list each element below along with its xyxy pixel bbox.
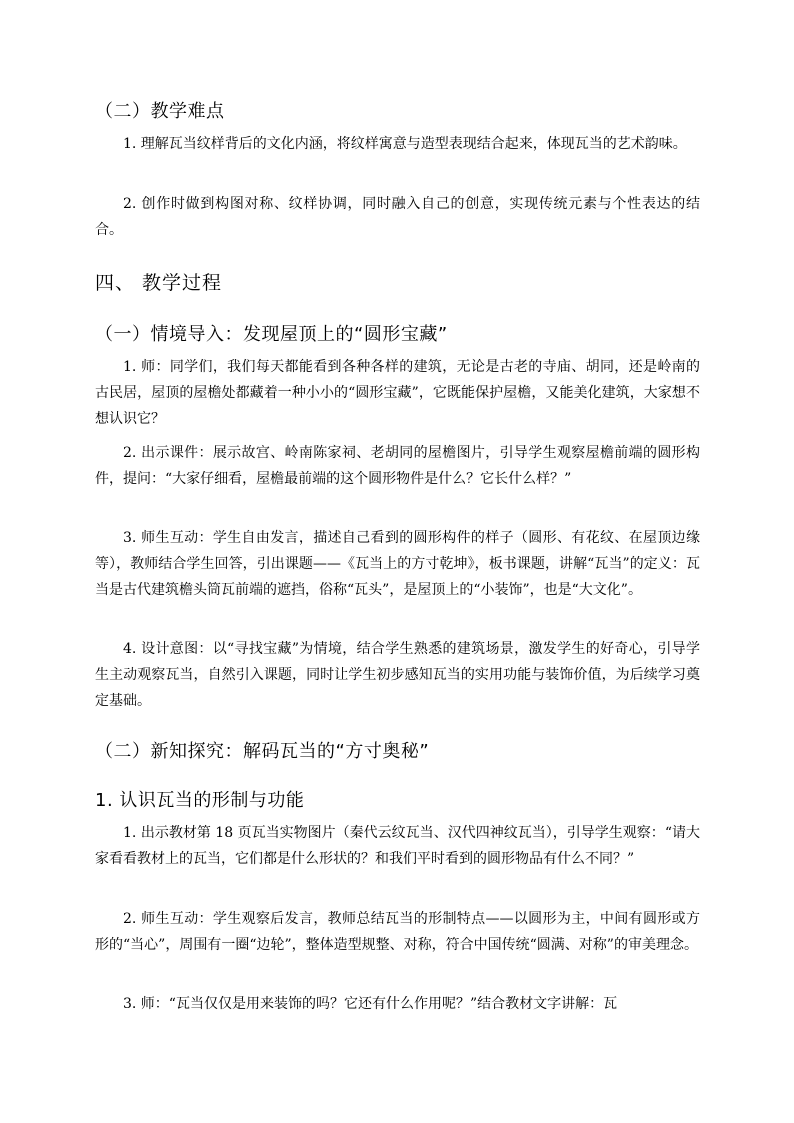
intro-item-3: 3. 师生互动：学生自由发言，描述自己看到的圆形构件的样子（圆形、有花纹、在屋顶边缘等），教师结合学生回答，引出课题——《瓦当上的方寸乾坤》，板书课题，讲解“瓦当”的定义：瓦当是古代建筑檐头筒瓦前端的遮挡，俗称“瓦头”，是屋顶上的“小装饰”，也是“大文化”。 — [95, 530, 700, 598]
heading-teaching-process: 四、 教学过程 — [95, 272, 223, 294]
explore-item-2: 2. 师生互动：学生观察后发言，教师总结瓦当的形制特点——以圆形为主，中间有圆形或方形的“当心”，周围有一圈“边轮”，整体造型规整、对称，符合中国传统“圆满、对称”的审美理念。 — [95, 911, 700, 953]
explore-item-1: 1. 出示教材第 18 页瓦当实物图片（秦代云纹瓦当、汉代四神纹瓦当），引导学生观察：“请大家看看教材上的瓦当，它们都是什么形状的？和我们平时看到的圆形物品有什么不同？” — [95, 825, 700, 867]
difficulty-item-1: 1. 理解瓦当纹样背后的文化内涵，将纹样寓意与造型表现结合起来，体现瓦当的艺术韵味。 — [123, 136, 687, 152]
difficulty-item-2: 2. 创作时做到构图对称、纹样协调，同时融入自己的创意，实现传统元素与个性表达的结合。 — [95, 196, 700, 238]
heading-teaching-difficulty: （二）教学难点 — [95, 101, 225, 122]
heading-intro: （一）情境导入：发现屋顶上的“圆形宝藏” — [95, 324, 448, 345]
intro-item-2: 2. 出示课件：展示故宫、岭南陈家祠、老胡同的屋檐图片，引导学生观察屋檐前端的圆形构件，提问：“大家仔细看，屋檐最前端的这个圆形物件是什么？它长什么样？” — [95, 445, 700, 487]
subheading-form-function: 1. 认识瓦当的形制与功能 — [95, 790, 305, 811]
heading-explore: （二）新知探究：解码瓦当的“方寸奥秘” — [95, 741, 430, 762]
explore-item-3: 3. 师：“瓦当仅仅是用来装饰的吗？它还有什么作用呢？”结合教材文字讲解：瓦 — [123, 996, 618, 1012]
intro-item-4: 4. 设计意图：以“寻找宝藏”为情境，结合学生熟悉的建筑场景，激发学生的好奇心，引导学生主动观察瓦当，自然引入课题，同时让学生初步感知瓦当的实用功能与装饰价值，为后续学习奠定基础。 — [95, 641, 700, 709]
intro-item-1: 1. 师：同学们，我们每天都能看到各种各样的建筑，无论是古老的寺庙、胡同，还是岭南的古民居，屋顶的屋檐处都藏着一种小小的“圆形宝藏”，它既能保护屋檐，又能美化建筑，大家想不想认识它？ — [95, 359, 700, 427]
